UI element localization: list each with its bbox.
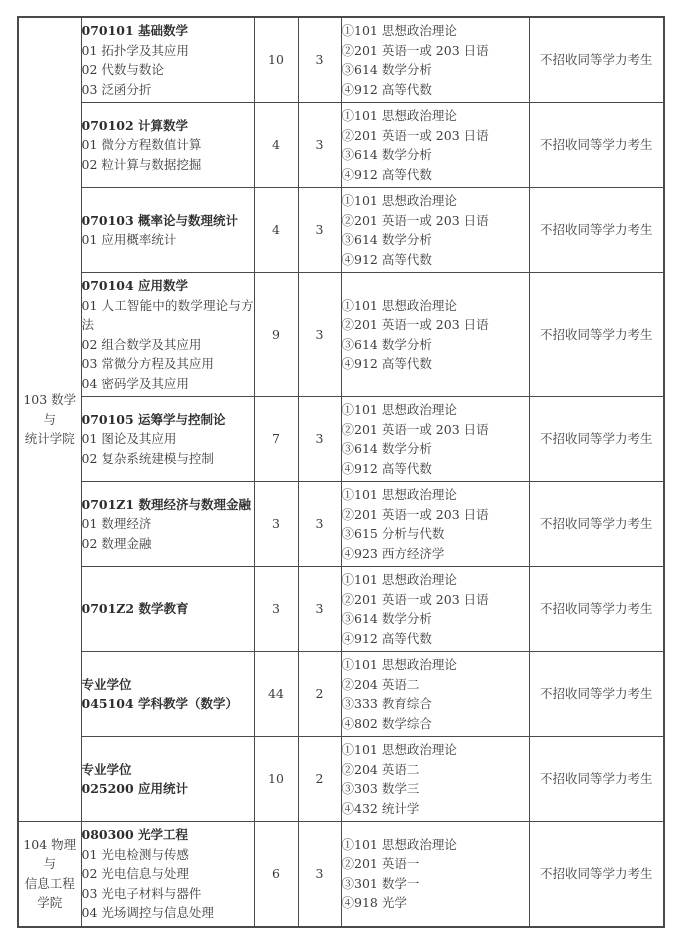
enrollment-count-cell: 4: [254, 103, 298, 188]
enrollment-count-cell: 3: [254, 567, 298, 652]
enrollment-count-cell: 3: [254, 482, 298, 567]
duration-years-cell: 3: [298, 822, 341, 927]
duration-years-cell: 3: [298, 482, 341, 567]
direction-line: 01 人工智能中的数学理论与方法: [81, 297, 254, 332]
duration-years-cell: 3: [298, 273, 341, 397]
table-row: [18, 482, 664, 567]
duration-years-cell: 3: [298, 103, 341, 188]
remark-cell: 不招收同等学力考生: [529, 822, 664, 927]
exam-subject-line: ③333 教育综合: [341, 696, 432, 711]
remark-cell: 不招收同等学力考生: [529, 273, 664, 397]
program-title: 专业学位: [81, 676, 132, 692]
exam-subject-line: ①101 思想政治理论: [341, 402, 457, 417]
program-title: 0701Z1 数理经济与数理金融: [81, 496, 251, 512]
program-cell: [81, 652, 254, 737]
direction-line: 01 图论及其应用: [81, 431, 177, 447]
enrollment-count-cell: 9: [254, 273, 298, 397]
table-row: [18, 273, 664, 397]
program-cell: [81, 188, 254, 273]
exam-subject-line: ③614 数学分析: [341, 232, 432, 247]
exam-subject-line: ①101 思想政治理论: [341, 836, 457, 852]
table-row: [18, 188, 664, 273]
exam-subject-line: ②204 英语二: [341, 676, 420, 692]
table-row: [18, 822, 664, 927]
enrollment-count-cell: 7: [254, 397, 298, 482]
direction-line: 02 粒计算与数据挖掘: [81, 156, 202, 172]
exam-subject-line: ④918 光学: [341, 895, 407, 911]
remark-cell: 不招收同等学力考生: [529, 482, 664, 567]
duration-years-cell: 3: [298, 567, 341, 652]
exam-subject-line: ③614 数学分析: [341, 62, 432, 77]
program-cell: [81, 273, 254, 397]
exam-subject-line: ①101 思想政治理论: [341, 657, 457, 672]
exam-subject-line: ①101 思想政治理论: [341, 572, 457, 587]
remark-cell: 不招收同等学力考生: [529, 188, 664, 273]
exam-subject-line: ④912 高等代数: [341, 460, 432, 476]
exam-subject-line: ①101 思想政治理论: [341, 742, 457, 757]
enrollment-count-cell: 6: [254, 822, 298, 927]
direction-line: 01 拓扑学及其应用: [81, 42, 189, 58]
exam-subject-line: ④912 高等代数: [341, 166, 432, 182]
exam-subject-line: ①101 思想政治理论: [341, 297, 457, 313]
exam-subjects-cell: [341, 103, 529, 188]
exam-subject-line: ②201 英语一或 203 日语: [341, 127, 489, 143]
college-name-line: 信息工程: [24, 875, 75, 891]
program-cell: [81, 103, 254, 188]
exam-subjects-cell: [341, 397, 529, 482]
program-cell: [81, 567, 254, 652]
college-cell: [18, 822, 81, 927]
program-cell: [81, 822, 254, 927]
exam-subjects-cell: [341, 652, 529, 737]
program-cell: [81, 17, 254, 103]
program-cell: [81, 737, 254, 822]
exam-subject-line: ②201 英语一或 203 日语: [341, 317, 489, 332]
exam-subject-line: ④912 高等代数: [341, 81, 432, 97]
exam-subject-line: ④912 高等代数: [341, 251, 432, 267]
exam-subject-line: ③614 数学分析: [341, 336, 432, 352]
direction-line: 01 应用概率统计: [81, 232, 177, 247]
program-cell: [81, 397, 254, 482]
admissions-table-container: [17, 16, 665, 928]
exam-subject-line: ③615 分析与代数: [341, 526, 445, 541]
exam-subject-line: ③614 数学分析: [341, 441, 432, 456]
exam-subject-line: ①101 思想政治理论: [341, 487, 457, 502]
direction-line: 02 代数与数论: [81, 62, 164, 77]
program-title: 080300 光学工程: [81, 827, 189, 842]
exam-subjects-cell: [341, 17, 529, 103]
exam-subjects-cell: [341, 482, 529, 567]
exam-subject-line: ③614 数学分析: [341, 147, 432, 162]
direction-line: 03 泛函分折: [81, 81, 152, 97]
enrollment-count-cell: 44: [254, 652, 298, 737]
college-cell: [18, 17, 81, 822]
program-title: 070102 计算数学: [81, 117, 189, 133]
remark-cell: 不招收同等学力考生: [529, 567, 664, 652]
exam-subject-line: ③614 数学分析: [341, 611, 432, 626]
enrollment-count-cell: 10: [254, 17, 298, 103]
direction-line: 03 常微分方程及其应用: [81, 356, 214, 371]
direction-line: 03 光电子材料与器件: [81, 885, 202, 901]
remark-cell: 不招收同等学力考生: [529, 17, 664, 103]
exam-subjects-cell: [341, 273, 529, 397]
direction-line: 02 数理金融: [81, 535, 152, 551]
direction-line: 04 光场调控与信息处理: [81, 905, 214, 920]
exam-subject-line: ②204 英语二: [341, 761, 420, 777]
program-title: 070105 运筹学与控制论: [81, 411, 226, 427]
enrollment-count-cell: 10: [254, 737, 298, 822]
exam-subject-line: ②201 英语一或 203 日语: [341, 506, 489, 522]
table-row: [18, 737, 664, 822]
admissions-table: [17, 16, 665, 928]
remark-cell: 不招收同等学力考生: [529, 103, 664, 188]
table-row: [18, 567, 664, 652]
exam-subject-line: ④912 高等代数: [341, 630, 432, 646]
exam-subject-line: ③303 数学三: [341, 781, 420, 796]
table-row: [18, 17, 664, 103]
college-name-line: 103 数学与: [23, 392, 77, 427]
exam-subject-line: ①101 思想政治理论: [341, 108, 457, 123]
direction-line: 02 复杂系统建模与控制: [81, 450, 214, 466]
exam-subject-line: ④923 西方经济学: [341, 545, 445, 561]
remark-cell: 不招收同等学力考生: [529, 737, 664, 822]
table-row: [18, 103, 664, 188]
program-title: 专业学位: [81, 761, 132, 777]
exam-subject-line: ①101 思想政治理论: [341, 23, 457, 38]
program-cell: [81, 482, 254, 567]
direction-line: 01 光电检测与传感: [81, 846, 189, 862]
exam-subjects-cell: [341, 737, 529, 822]
direction-line: 02 光电信息与处理: [81, 866, 189, 881]
duration-years-cell: 2: [298, 737, 341, 822]
duration-years-cell: 3: [298, 397, 341, 482]
duration-years-cell: 2: [298, 652, 341, 737]
program-title: 0701Z2 数学教育: [81, 601, 189, 617]
enrollment-count-cell: 4: [254, 188, 298, 273]
admissions-table-body: [18, 17, 664, 927]
program-title: 070101 基础数学: [81, 23, 189, 38]
duration-years-cell: 3: [298, 17, 341, 103]
exam-subjects-cell: [341, 822, 529, 927]
exam-subject-line: ①101 思想政治理论: [341, 193, 457, 208]
duration-years-cell: 3: [298, 188, 341, 273]
direction-line: 02 组合数学及其应用: [81, 336, 202, 352]
exam-subject-line: ④432 统计学: [341, 800, 420, 816]
program-title: 025200 应用统计: [81, 781, 189, 796]
college-name-line: 学院: [37, 895, 63, 911]
direction-line: 01 数理经济: [81, 516, 152, 532]
exam-subjects-cell: [341, 188, 529, 273]
exam-subject-line: ②201 英语一或 203 日语: [341, 42, 489, 58]
program-title: 070103 概率论与数理统计: [81, 212, 239, 228]
exam-subject-line: ③301 数学一: [341, 875, 420, 891]
college-name-line: 统计学院: [24, 431, 75, 447]
table-row: [18, 397, 664, 482]
exam-subject-line: ②201 英语一或 203 日语: [341, 421, 489, 437]
exam-subject-line: ②201 英语一或 203 日语: [341, 591, 489, 607]
table-row: [18, 652, 664, 737]
exam-subjects-cell: [341, 567, 529, 652]
exam-subject-line: ④912 高等代数: [341, 356, 432, 371]
direction-line: 04 密码学及其应用: [81, 375, 189, 391]
direction-line: 01 微分方程数值计算: [81, 137, 202, 153]
exam-subject-line: ④802 数学综合: [341, 715, 432, 731]
remark-cell: 不招收同等学力考生: [529, 397, 664, 482]
program-title: 045104 学科教学（数学）: [81, 696, 239, 711]
exam-subject-line: ②201 英语一或 203 日语: [341, 212, 489, 228]
exam-subject-line: ②201 英语一: [341, 856, 420, 872]
program-title: 070104 应用数学: [81, 278, 189, 293]
remark-cell: 不招收同等学力考生: [529, 652, 664, 737]
college-name-line: 104 物理与: [23, 836, 77, 872]
